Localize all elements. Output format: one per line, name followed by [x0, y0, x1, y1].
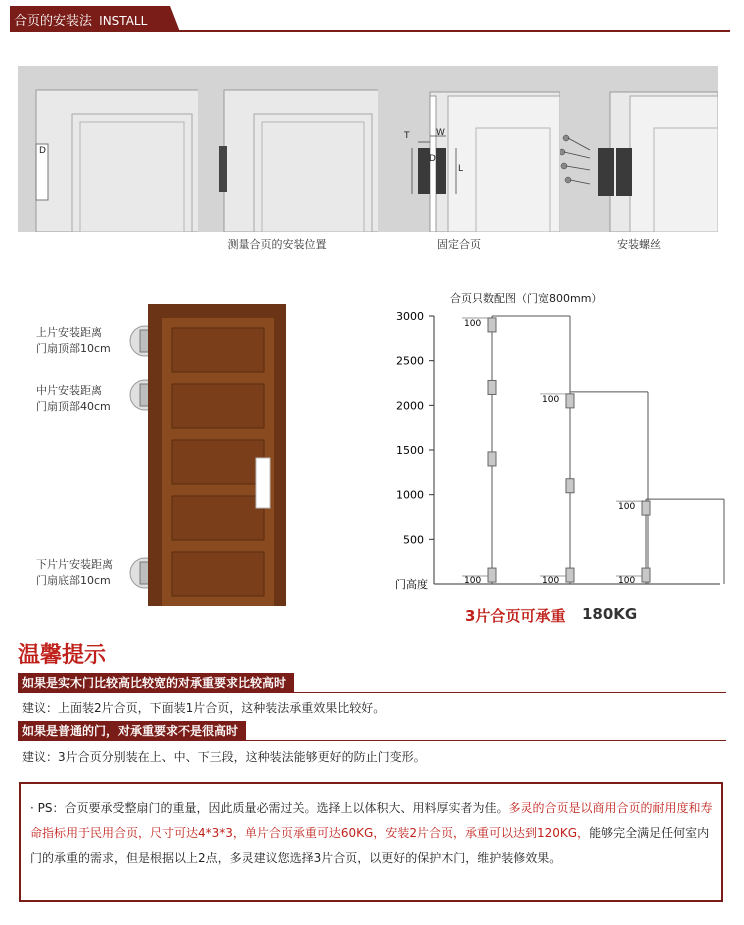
- capacity-text: 3片合页可承重: [465, 607, 566, 625]
- hinge-mark: [642, 501, 650, 515]
- step-panel-position: [198, 66, 380, 232]
- ps-text-part1: · PS：合页要承受整扇门的重量，因此质量必需过关。选择上以体积大、用料厚实者为佳。: [30, 801, 509, 815]
- hinge-mark: [566, 568, 574, 582]
- tip-divider-2: [18, 740, 726, 741]
- step-panel-screws: [560, 66, 718, 232]
- note-bottom-line2: 门扇底部10cm: [36, 574, 111, 587]
- y-axis-label: 门高度: [395, 578, 428, 591]
- y-tick-label: 1000: [396, 488, 424, 502]
- page-title: [14, 10, 147, 29]
- hinge-mark: [566, 479, 574, 493]
- hinge-mark: [488, 452, 496, 466]
- page-title-cn: 合页的安装法: [14, 14, 93, 29]
- y-tick-label: 2000: [396, 399, 424, 413]
- note-top: [36, 325, 111, 357]
- note-middle-line1: 中片安装距离: [36, 384, 102, 397]
- ps-text-part3: 能够完全满足任何室内门的承重的需求，但是根据以上2点，多灵建议您选择3片合页，以更好的保护木门，维护装修效果。: [30, 826, 710, 865]
- tip-divider-1: [18, 692, 726, 693]
- hinge-mark: [488, 380, 496, 394]
- dimension-label-d: D: [39, 146, 46, 156]
- chart-title: 合页只数配图（门宽800mm）: [450, 292, 603, 305]
- spacing-label: 100: [464, 576, 482, 586]
- y-tick-label: 500: [403, 533, 424, 547]
- note-bottom: [36, 557, 113, 589]
- page-title-en: INSTALL: [99, 14, 148, 28]
- tips-title: 温馨提示: [18, 643, 107, 668]
- note-bottom-line1: 下片片安装距离: [36, 558, 113, 571]
- step-caption-3: 安装螺丝: [617, 238, 661, 251]
- tip-heading-1: 如果是实木门比较高比较宽的对承重要求比较高时: [18, 673, 294, 693]
- y-tick-label: 2500: [396, 354, 424, 368]
- dimension-label-t: T: [404, 131, 410, 141]
- note-top-line2: 门扇顶部10cm: [36, 342, 111, 355]
- step-panel-fix: [378, 66, 560, 232]
- step-caption-2: 固定合页: [437, 238, 481, 251]
- hinge-count-chart: [380, 300, 730, 600]
- y-tick-label: 3000: [396, 310, 424, 323]
- note-top-line1: 上片安装距离: [36, 326, 102, 339]
- hinge-mark: [642, 568, 650, 582]
- note-middle: [36, 383, 111, 415]
- note-middle-line2: 门扇顶部40cm: [36, 400, 111, 413]
- ps-text: [30, 796, 716, 871]
- dimension-label-l: L: [458, 164, 464, 174]
- spacing-label: 100: [464, 319, 482, 329]
- tip-text-1: 建议：上面装2片合页，下面装1片合页，这种装法承重效果比较好。: [22, 701, 386, 715]
- dimension-label-w: W: [436, 128, 445, 138]
- step-caption-1: 测量合页的安装位置: [227, 238, 327, 251]
- hinge-mark: [488, 318, 496, 332]
- spacing-label: 100: [542, 576, 560, 586]
- spacing-label: 100: [542, 394, 560, 405]
- y-tick-label: 1500: [396, 444, 424, 457]
- hinge-fix-illustration: [378, 66, 560, 232]
- door-frame-illustration-2: [198, 66, 380, 232]
- tip-heading-2: 如果是普通的门，对承重要求不是很高时: [18, 721, 246, 741]
- header-divider: [10, 30, 730, 32]
- hinge-mark: [488, 568, 496, 582]
- wooden-door-image: [148, 304, 286, 606]
- tip-text-2: 建议：3片合页分别装在上、中、下三段，这种装法能够更好的防止门变形。: [22, 750, 426, 764]
- hinge-mark: [566, 394, 574, 408]
- step-panel-measure: [18, 66, 200, 232]
- capacity-weight: 180KG: [582, 605, 638, 623]
- spacing-label: 100: [618, 576, 636, 586]
- screw-install-illustration: [560, 66, 718, 232]
- spacing-label: 100: [618, 502, 636, 513]
- dimension-label-d2: D: [429, 154, 436, 164]
- ps-text-highlight: 多灵的合页是以商用合页的耐用度和寿命指标用于民用合页，尺寸可达4*3*3，单片合页承重可达60KG，安装2片合页，承重可以达到120KG，: [30, 801, 713, 840]
